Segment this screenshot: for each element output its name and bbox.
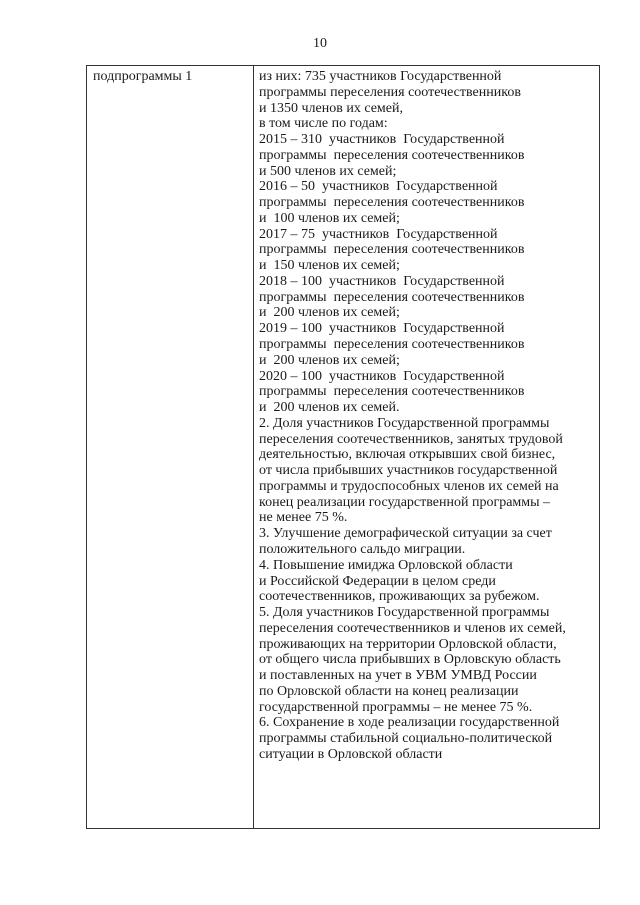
text-line: положительного сальдо миграции. xyxy=(259,541,466,557)
text-line: в том числе по годам: xyxy=(259,116,388,132)
text-line: 2016 – 50 участников Государственной xyxy=(259,179,498,195)
text-line: от числа прибывших участников государственной xyxy=(259,463,558,479)
text-line: 2019 – 100 участников Государственной xyxy=(259,321,505,337)
text-line: переселения соотечественников, занятых трудовой xyxy=(259,431,563,447)
text-line: из них: 735 участников Государственной xyxy=(259,69,502,84)
text-line: соотечественников, проживающих за рубежом. xyxy=(259,589,540,605)
text-line: ситуации в Орловской области xyxy=(259,746,443,762)
text-line: и Российской Федерации в целом среди xyxy=(259,573,496,589)
text-line: и 150 членов их семей; xyxy=(259,258,400,274)
text-line: и 200 членов их семей; xyxy=(259,352,400,368)
text-line: 5. Доля участников Государственной программы xyxy=(259,605,550,621)
text-line: и поставленных на учет в УВМ УМВД России xyxy=(259,668,537,684)
text-line: 3. Улучшение демографической ситуации за счет xyxy=(259,526,552,542)
text-line: 4. Повышение имиджа Орловской области xyxy=(259,557,513,573)
text-line: и 1350 членов их семей, xyxy=(259,100,403,116)
text-line: 2020 – 100 участников Государственной xyxy=(259,368,505,384)
text-line: 6. Сохранение в ходе реализации государственной xyxy=(259,715,560,731)
text-line: от общего числа прибывших в Орловскую область xyxy=(259,652,561,668)
document-table xyxy=(86,65,600,829)
text-line: программы переселения соотечественников xyxy=(259,337,525,353)
text-line: 2017 – 75 участников Государственной xyxy=(259,226,498,242)
text-line: программы переселения соотечественников xyxy=(259,242,525,258)
text-line: 2018 – 100 участников Государственной xyxy=(259,273,505,289)
text-line: программы переселения соотечественников xyxy=(259,195,525,211)
text-line: 2015 – 310 участников Государственной xyxy=(259,132,505,148)
text-line: не менее 75 %. xyxy=(259,510,348,526)
table-right-cell xyxy=(259,69,597,763)
text-line: и 100 членов их семей; xyxy=(259,210,400,226)
text-line: и 200 членов их семей. xyxy=(259,400,400,416)
text-line: программы переселения соотечественников xyxy=(259,147,525,163)
text-line: 2. Доля участников Государственной программы xyxy=(259,415,550,431)
table-left-cell: подпрограммы 1 xyxy=(93,69,193,84)
text-line: и 200 членов их семей; xyxy=(259,305,400,321)
text-line: программы переселения соотечественников xyxy=(259,84,521,100)
text-line: программы и трудоспособных членов их семей на xyxy=(259,478,559,494)
text-line: переселения соотечественников и членов их семей, xyxy=(259,620,566,636)
text-line: деятельностью, включая открывших свой бизнес, xyxy=(259,447,556,463)
text-line: и 500 членов их семей; xyxy=(259,163,397,179)
text-line: программы переселения соотечественников xyxy=(259,384,525,400)
text-line: программы переселения соотечественников xyxy=(259,289,525,305)
column-divider xyxy=(253,66,254,828)
text-line: проживающих на территории Орловской области, xyxy=(259,636,557,652)
page-number: 10 xyxy=(313,36,327,51)
text-line: конец реализации государственной программы – xyxy=(259,494,551,510)
text-line: государственной программы – не менее 75 %. xyxy=(259,699,533,715)
text-line: по Орловской области на конец реализации xyxy=(259,683,519,699)
text-line: программы стабильной социально-политической xyxy=(259,731,553,747)
